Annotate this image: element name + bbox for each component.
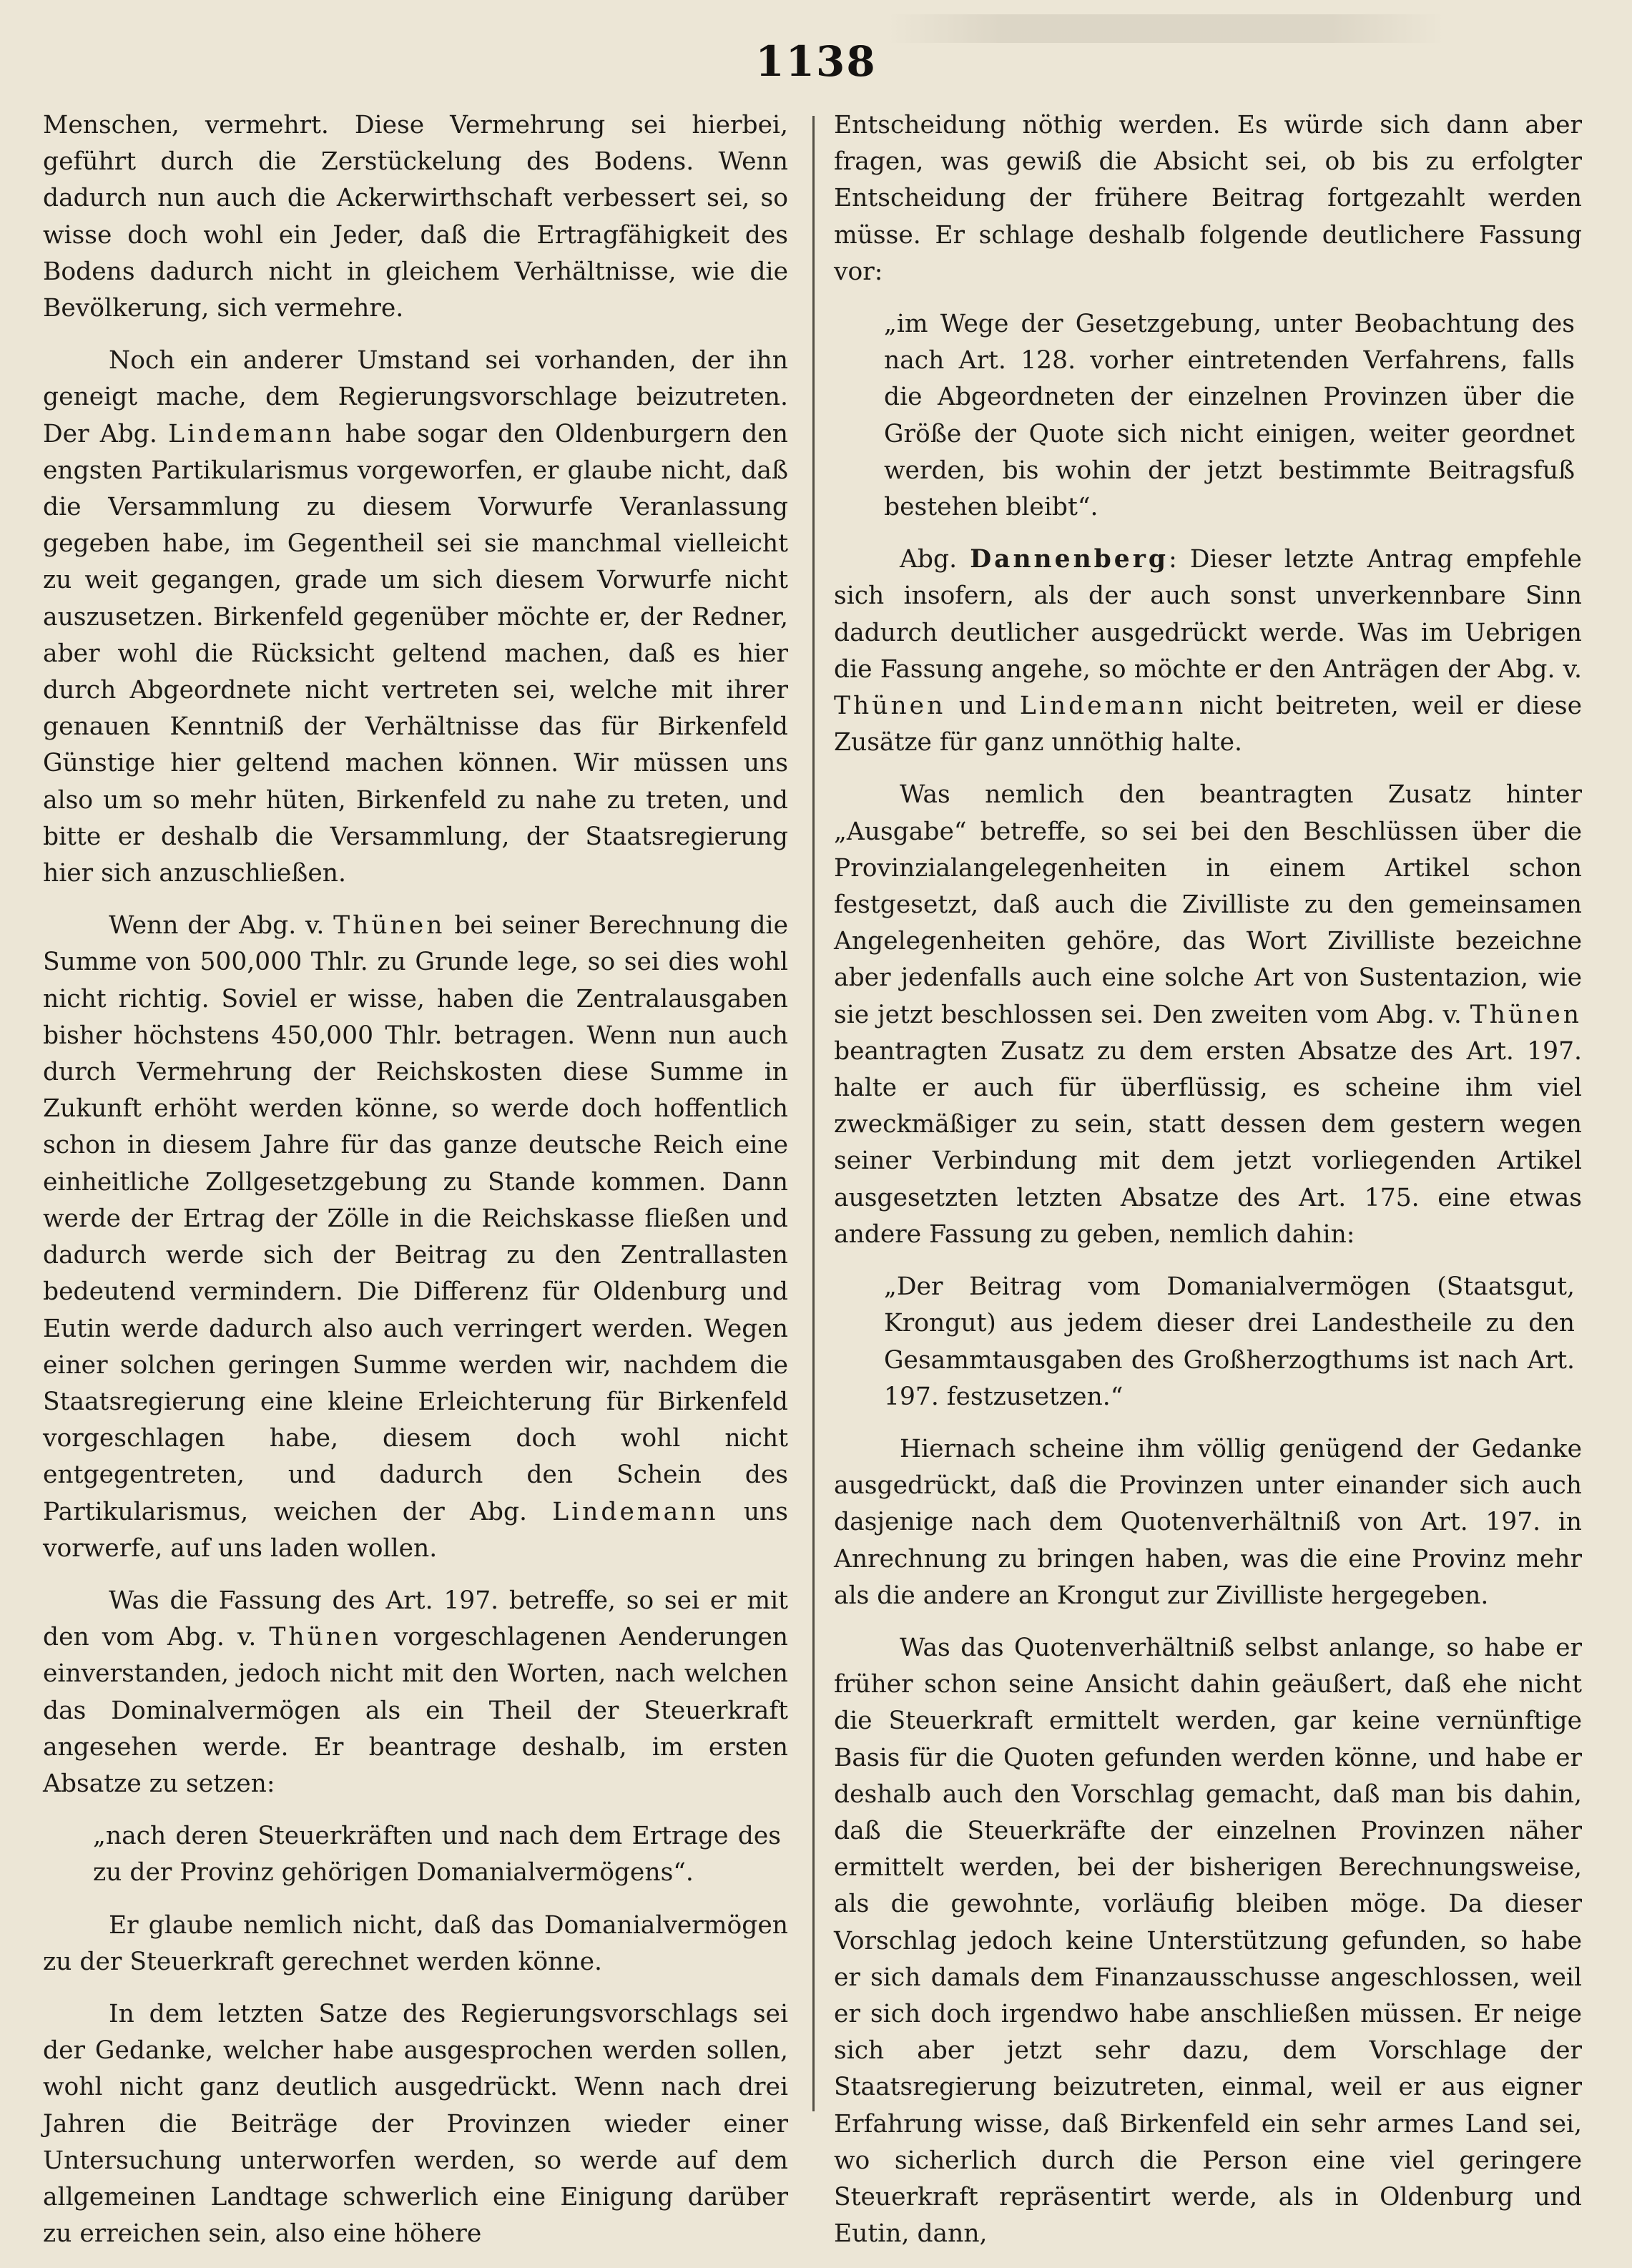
paragraph: Was das Quotenverhältniß selbst anlange, so habe er früher schon seine Ansicht dahin geäußert, daß ehe nicht die Steuerkraft ermittelt werden, gar keine vernünftige Basis für die Quoten gefunden werden könne, und habe er deshalb auch den Vorschlag gemacht, daß man bis dahin, daß die Steuerkräfte der einzelnen Provinzen näher ermittelt werden, bei der bisherigen Berechnungsweise, als die gewohnte, vorläufig bleiben möge. Da dieser Vorschlag jedoch keine Unterstützung gefunden, so habe er sich damals dem Finanzausschusse angeschlossen, weil er sich doch irgendwo habe anschließen müssen. Er neige sich aber jetzt sehr dazu, dem Vorschlage der Staatsregierung beizutreten, einmal, weil er aus eigner Erfahrung wisse, daß Birkenfeld ein sehr armes Land sei, wo sicherlich durch die Person eine viel geringere Steuerkraft repräsentirt werde, als in Oldenburg und Eutin, dann, [834, 1633, 1582, 2249]
right-column [834, 107, 1582, 2268]
paragraph: Entscheidung nöthig werden. Es würde sich dann aber fragen, was gewiß die Absicht sei, ob bis zu erfolgter Entscheidung der frühere Beitrag fortgezahlt werden müsse. Er schlage deshalb folgende deutlichere Fassung vor: [834, 111, 1582, 286]
paragraph: Er glaube nemlich nicht, daß das Domanialvermögen zu der Steuerkraft gerechnet werden könne. [43, 1910, 788, 1976]
paragraph: Was die Fassung des Art. 197. betreffe, so sei er mit den vom Abg. v. Thünen vorgeschlagenen Aenderungen einverstanden, jedoch nicht mit den Worten, nach welchen das Dominalvermögen als ein Theil der Steuerkraft angesehen werde. Er beantrage deshalb, im ersten Absatze zu setzen: [43, 1586, 788, 1798]
paragraph: Was nemlich den beantragten Zusatz hinter „Ausgabe“ betreffe, so sei bei den Beschlüssen über die Provinzialangelegenheiten in einem Artikel schon festgesetzt, daß auch die Zivilliste zu den gemeinsamen Angelegenheiten gehöre, das Wort Zivilliste bezeichne aber jedenfalls auch eine solche Art von Sustentazion, wie sie jetzt beschlossen sei. Den zweiten vom Abg. v. Thünen beantragten Zusatz zu dem ersten Absatze des Art. 197. halte er auch für überflüssig, es scheine ihm viel zweckmäßiger zu sein, statt dessen dem gestern wegen seiner Verbindung mit dem jetzt vorliegenden Artikel ausgesetzten letzten Absatze des Art. 175. eine etwas andere Fassung zu geben, nemlich dahin: [834, 780, 1582, 1249]
paragraph: In dem letzten Satze des Regierungsvorschlags sei der Gedanke, welcher habe ausgesprochen werden sollen, wohl nicht ganz deutlich ausgedrückt. Wenn nach drei Jahren die Beiträge der Provinzen wieder einer Untersuchung unterworfen werden, so werde auf dem allgemeinen Landtage schwerlich eine Einigung darüber zu erreichen sein, also eine höhere [43, 1999, 788, 2249]
quoted-amendment: „nach deren Steuerkräften und nach dem Ertrage des zu der Provinz gehörigen Domanialvermögens“. [93, 1822, 781, 1887]
quoted-amendment: „Der Beitrag vom Domanialvermögen (Staatsgut, Krongut) aus jedem dieser drei Landestheile zu den Gesammtausgaben des Großherzogthums ist nach Art. 197. festzusetzen.“ [884, 1272, 1575, 1411]
page-number: 1138 [755, 37, 877, 86]
paragraph: Menschen, vermehrt. Diese Vermehrung sei hierbei, geführt durch die Zerstückelung des Bodens. Wenn dadurch nun auch die Ackerwirthschaft verbessert sei, so wisse doch wohl ein Jeder, daß die Ertragfähigkeit des Bodens dadurch nicht in gleichem Verhältnisse, wie die Bevölkerung, sich vermehre. [43, 111, 788, 323]
paragraph: Wenn der Abg. v. Thünen bei seiner Berechnung die Summe von 500,000 Thlr. zu Grunde lege, so sei dies wohl nicht richtig. Soviel er wisse, haben die Zentralausgaben bisher höchstens 450,000 Thlr. betragen. Wenn nun auch durch Vermehrung der Reichskosten diese Summe in Zukunft erhöht werden könne, so werde doch hoffentlich schon in diesem Jahre für das ganze deutsche Reich eine einheitliche Zollgesetzgebung zu Stande kommen. Dann werde der Ertrag der Zölle in die Reichskasse fließen und dadurch werde sich der Beitrag zu den Zentrallasten bedeutend vermindern. Die Differenz für Oldenburg und Eutin werde dadurch also auch verringert werden. Wegen einer solchen geringen Summe werden wir, nachdem die Staatsregierung eine kleine Erleichterung für Birkenfeld vorgeschlagen habe, diesem doch wohl nicht entgegentreten, und dadurch den Schein des Partikularismus, weichen der Abg. Lindemann uns vorwerfe, auf uns laden wollen. [43, 911, 788, 1563]
person-name: Lindemann [168, 419, 335, 448]
left-column [43, 107, 788, 2268]
person-name: Thünen [269, 1623, 381, 1652]
paragraph: Noch ein anderer Umstand sei vorhanden, der ihn geneigt mache, dem Regierungsvorschlage beizutreten. Der Abg. Lindemann habe sogar den Oldenburgern den engsten Partikularismus vorgeworfen, er glaube nicht, daß die Versammlung zu diesem Vorwurfe Veranlassung gegeben habe, im Gegentheil sei sie manchmal vielleicht zu weit gegangen, grade um sich diesem Vorwurfe nicht auszusetzen. Birkenfeld gegenüber möchte er, der Redner, aber wohl die Rücksicht geltend machen, daß es hier durch Abgeordnete nicht vertreten sei, welche mit ihrer genauen Kenntniß der Verhältnisse das für Birkenfeld Günstige hier geltend machen können. Wir müssen uns also um so mehr hüten, Birkenfeld zu nahe zu treten, und bitte er deshalb die Versammlung, der Staatsregierung hier sich anzuschließen. [43, 346, 788, 888]
paragraph: Abg. Dannenberg: Dieser letzte Antrag empfehle sich insofern, als der auch sonst unverkennbare Sinn dadurch deutlicher ausgedrückt werde. Was im Uebrigen die Fassung angehe, so möchte er den Anträgen der Abg. v. Thünen und Lindemann nicht beitreten, weil er diese Zusätze für ganz unnöthig halte. [834, 545, 1582, 757]
person-name: Thünen [834, 692, 946, 721]
paragraph: Hiernach scheine ihm völlig genügend der Gedanke ausgedrückt, daß die Provinzen unter einander sich auch dasjenige nach dem Quotenverhältniß von Art. 197. in Anrechnung zu bringen haben, was die eine Provinz mehr als die andere an Krongut zur Zivilliste hergegeben. [834, 1434, 1582, 1610]
column-divider [812, 116, 815, 2111]
person-name: Lindemann [552, 1497, 719, 1526]
person-name: Thünen [333, 911, 446, 941]
person-name: Thünen [1470, 1000, 1582, 1029]
person-name: Lindemann [1019, 692, 1186, 721]
quoted-amendment: „im Wege der Gesetzgebung, unter Beobachtung des nach Art. 128. vorher eintretenden Verfahrens, falls die Abgeordneten der einzelnen Provinzen über die Größe der Quote sich nicht einigen, weiter geordnet werden, bis wohin der jetzt bestimmte Beitragsfuß bestehen bleibt“. [884, 310, 1575, 522]
speaker-name: Dannenberg [970, 545, 1169, 574]
